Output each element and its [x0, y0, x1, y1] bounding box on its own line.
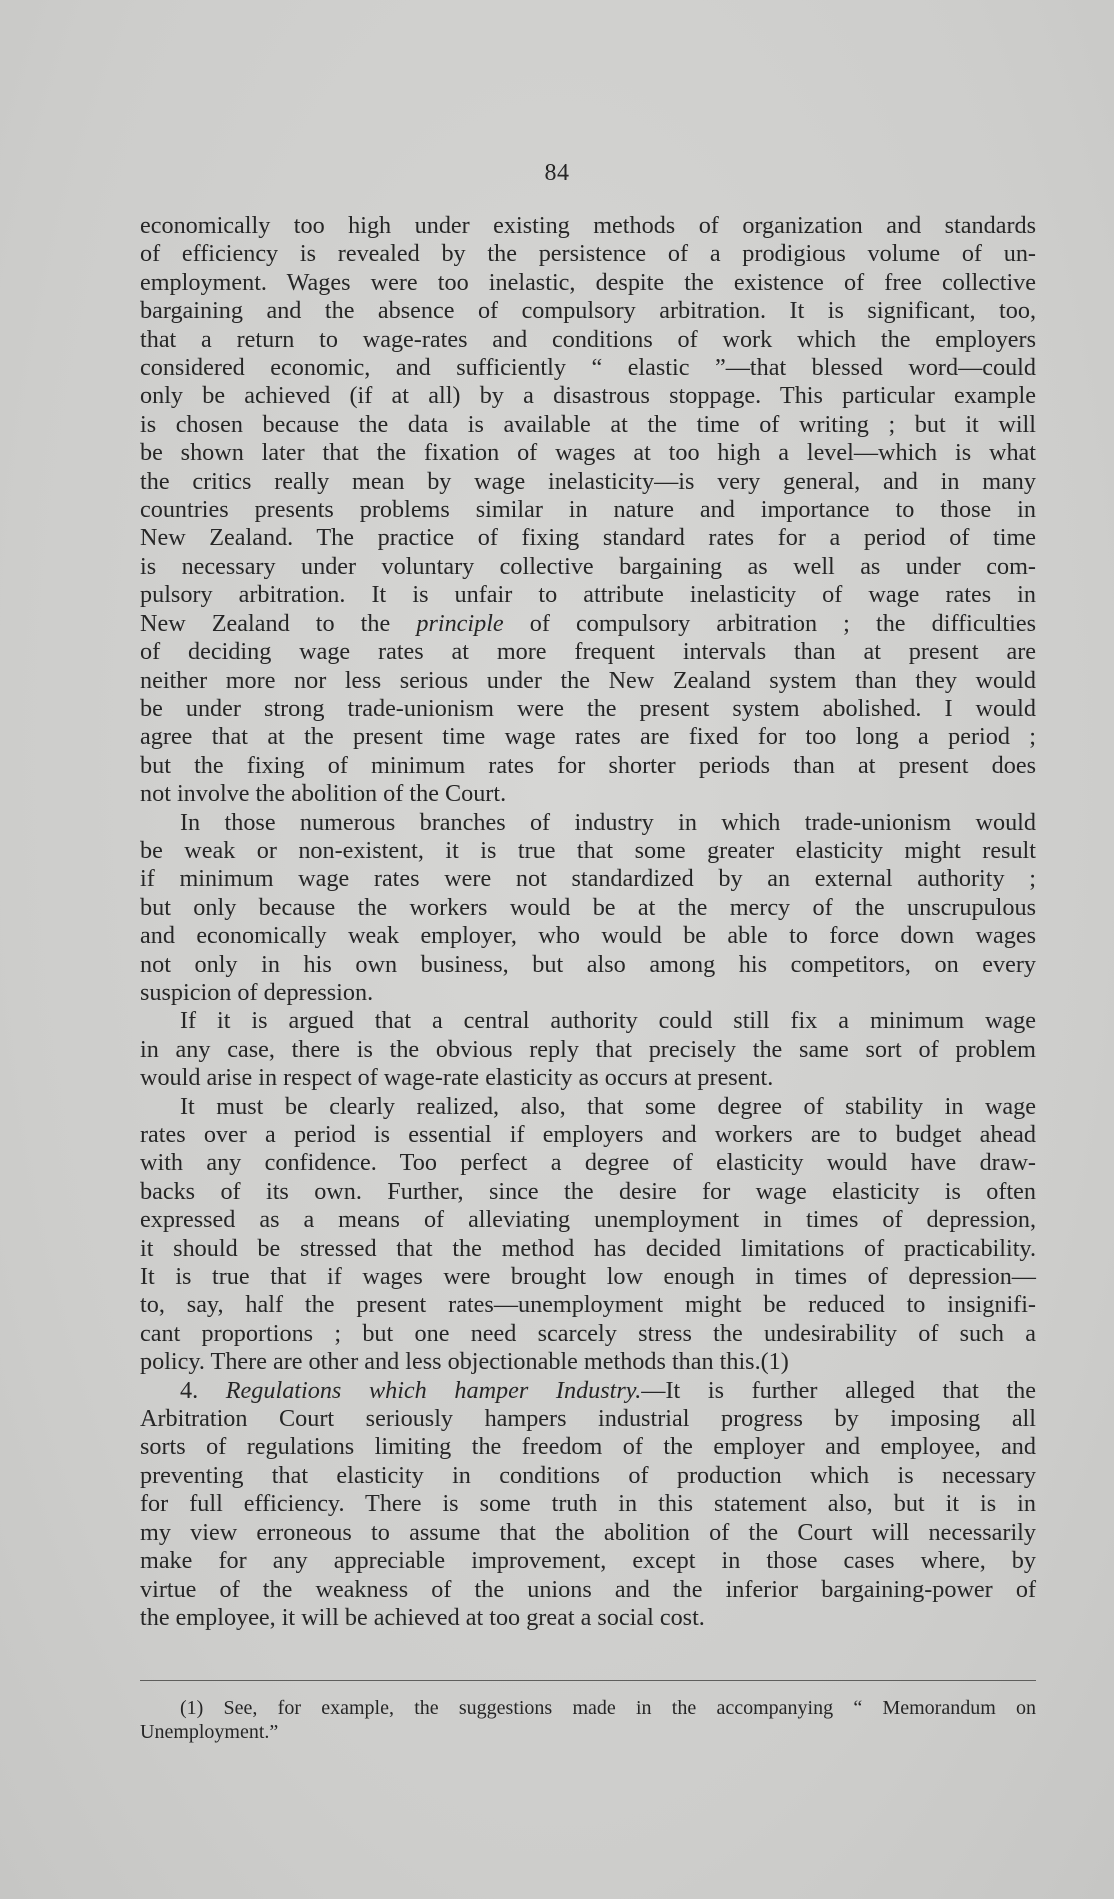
paragraph: [140, 1377, 1036, 1633]
footnote: [140, 1696, 1036, 1744]
text-line: New Zealand. The practice of fixing standard rates for a period of time: [140, 524, 1036, 552]
text-line: would arise in respect of wage-rate elasticity as occurs at present.: [140, 1064, 774, 1092]
text-line: preventing that elasticity in conditions of production which is necessary: [140, 1461, 1036, 1489]
text-line: sorts of regulations limiting the freedom of the employer and employee, and: [140, 1433, 1036, 1461]
text-line: not involve the abolition of the Court.: [140, 780, 507, 808]
text-line: that a return to wage-rates and conditions of work which the employers: [140, 325, 1036, 353]
text-line: If it is argued that a central authority could still fix a minimum wage: [180, 1007, 1036, 1035]
text-line: cant proportions ; but one need scarcely stress the undesirability of such a: [140, 1319, 1036, 1347]
text-line: 4. Regulations which hamper Industry.—It is further alleged that the: [180, 1376, 1036, 1404]
paragraph: [140, 1007, 1036, 1092]
footnote-line: Unemployment.”: [140, 1721, 279, 1743]
text-line: policy. There are other and less objectionable methods than this.(1): [140, 1348, 789, 1376]
text-line: pulsory arbitration. It is unfair to attribute inelasticity of wage rates in: [140, 581, 1036, 609]
text-line: considered economic, and sufficiently “ elastic ”—that blessed word—could: [140, 354, 1036, 382]
text-line: employment. Wages were too inelastic, despite the existence of free collective: [140, 268, 1036, 296]
text-line: is chosen because the data is available at the time of writing ; but it will: [140, 410, 1036, 438]
text-line: make for any appreciable improvement, except in those cases where, by: [140, 1547, 1036, 1575]
text-line: if minimum wage rates were not standardized by an external authority ;: [140, 865, 1036, 893]
text-line: It must be clearly realized, also, that some degree of stability in wage: [180, 1092, 1036, 1120]
paragraph: [140, 212, 1036, 809]
text-line: but the fixing of minimum rates for shorter periods than at present does: [140, 751, 1036, 779]
text-line: but only because the workers would be at the mercy of the unscrupulous: [140, 893, 1036, 921]
text-line: for full efficiency. There is some truth in this statement also, but it is in: [140, 1490, 1036, 1518]
text-line: to, say, half the present rates—unemployment might be reduced to insignifi-: [140, 1291, 1036, 1319]
text-line: in any case, there is the obvious reply that precisely the same sort of problem: [140, 1035, 1036, 1063]
text-line: It is true that if wages were brought low enough in times of depression—: [140, 1263, 1036, 1291]
text-line: neither more nor less serious under the New Zealand system than they would: [140, 666, 1036, 694]
text-line: it should be stressed that the method has decided limitations of practicability.: [140, 1234, 1036, 1262]
text-line: be weak or non-existent, it is true that some greater elasticity might result: [140, 836, 1036, 864]
text-line: be under strong trade-unionism were the present system abolished. I would: [140, 694, 1036, 722]
text-line: bargaining and the absence of compulsory arbitration. It is significant, too,: [140, 297, 1036, 325]
text-line: only be achieved (if at all) by a disastrous stoppage. This particular example: [140, 382, 1036, 410]
page-number: 84: [544, 160, 570, 186]
footnote-line: (1) See, for example, the suggestions made in the accompanying “ Memorandum on: [180, 1697, 1036, 1719]
text-line: Arbitration Court seriously hampers industrial progress by imposing all: [140, 1405, 1036, 1433]
text-line: New Zealand to the principle of compulsory arbitration ; the difficulties: [140, 609, 1036, 637]
text-line: the employee, it will be achieved at too great a social cost.: [140, 1603, 705, 1631]
text-line: be shown later that the fixation of wages at too high a level—which is what: [140, 439, 1036, 467]
text-line: virtue of the weakness of the unions and the inferior bargaining-power of: [140, 1575, 1036, 1603]
text-line: not only in his own business, but also among his competitors, on every: [140, 950, 1036, 978]
paragraph: [140, 809, 1036, 1008]
text-line: of deciding wage rates at more frequent intervals than at present are: [140, 638, 1036, 666]
body-text: [140, 212, 1036, 1632]
text-line: with any confidence. Too perfect a degree of elasticity would have draw-: [140, 1149, 1036, 1177]
text-line: countries presents problems similar in nature and importance to those in: [140, 496, 1036, 524]
text-line: agree that at the present time wage rates are fixed for too long a period ;: [140, 723, 1036, 751]
text-line: economically too high under existing methods of organization and standards: [140, 212, 1036, 239]
text-line: the critics really mean by wage inelasticity—is very general, and in many: [140, 467, 1036, 495]
text-line: suspicion of depression.: [140, 978, 374, 1006]
text-line: my view erroneous to assume that the abolition of the Court will necessarily: [140, 1518, 1036, 1546]
text-line: and economically weak employer, who would be able to force down wages: [140, 922, 1036, 950]
text-line: is necessary under voluntary collective bargaining as well as under com-: [140, 552, 1036, 580]
text-line: backs of its own. Further, since the desire for wage elasticity is often: [140, 1177, 1036, 1205]
text-line: In those numerous branches of industry in which trade-unionism would: [180, 808, 1036, 836]
text-line: rates over a period is essential if employers and workers are to budget ahead: [140, 1121, 1036, 1148]
text-line: of efficiency is revealed by the persistence of a prodigious volume of un-: [140, 240, 1036, 268]
footnote-divider: [140, 1680, 1036, 1681]
paragraph: [140, 1093, 1036, 1377]
text-line: expressed as a means of alleviating unemployment in times of depression,: [140, 1206, 1036, 1234]
